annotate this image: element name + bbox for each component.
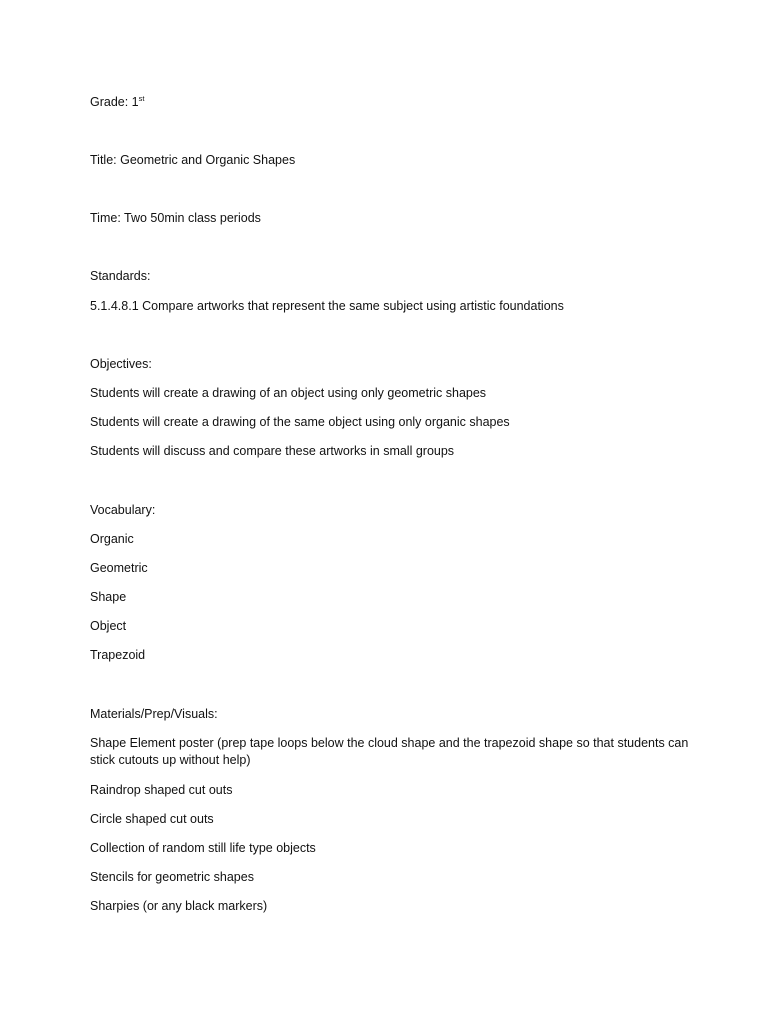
standard-item: 5.1.4.8.1 Compare artworks that represent the same subject using artistic foundations [90,299,564,313]
time-line: Time: Two 50min class periods [90,211,261,225]
title-line: Title: Geometric and Organic Shapes [90,153,296,167]
vocabulary-item: Organic [90,532,134,546]
materials-heading: Materials/Prep/Visuals: [90,707,218,721]
objective-item: Students will create a drawing of the same object using only organic shapes [90,415,510,429]
materials-item: Circle shaped cut outs [90,812,214,826]
vocabulary-item: Object [90,619,127,633]
objective-item: Students will discuss and compare these artworks in small groups [90,444,455,458]
materials-item: Sharpies (or any black markers) [90,899,268,913]
grade-ordinal-suffix: st [138,93,145,103]
grade-label: Grade: 1 [90,95,139,109]
materials-item: Raindrop shaped cut outs [90,783,233,797]
vocabulary-item: Trapezoid [90,648,146,662]
grade-line [90,94,144,111]
materials-item: Shape Element poster (prep tape loops below the cloud shape and the trapezoid shape so that students can stick cutouts up without help) [90,736,689,767]
vocabulary-heading: Vocabulary: [90,503,156,517]
objective-item: Students will create a drawing of an object using only geometric shapes [90,386,487,400]
vocabulary-item: Shape [90,590,127,604]
materials-item: Stencils for geometric shapes [90,870,254,884]
standards-heading: Standards: [90,269,151,283]
vocabulary-item: Geometric [90,561,148,575]
materials-item: Collection of random still life type objects [90,841,316,855]
objectives-heading: Objectives: [90,357,152,371]
